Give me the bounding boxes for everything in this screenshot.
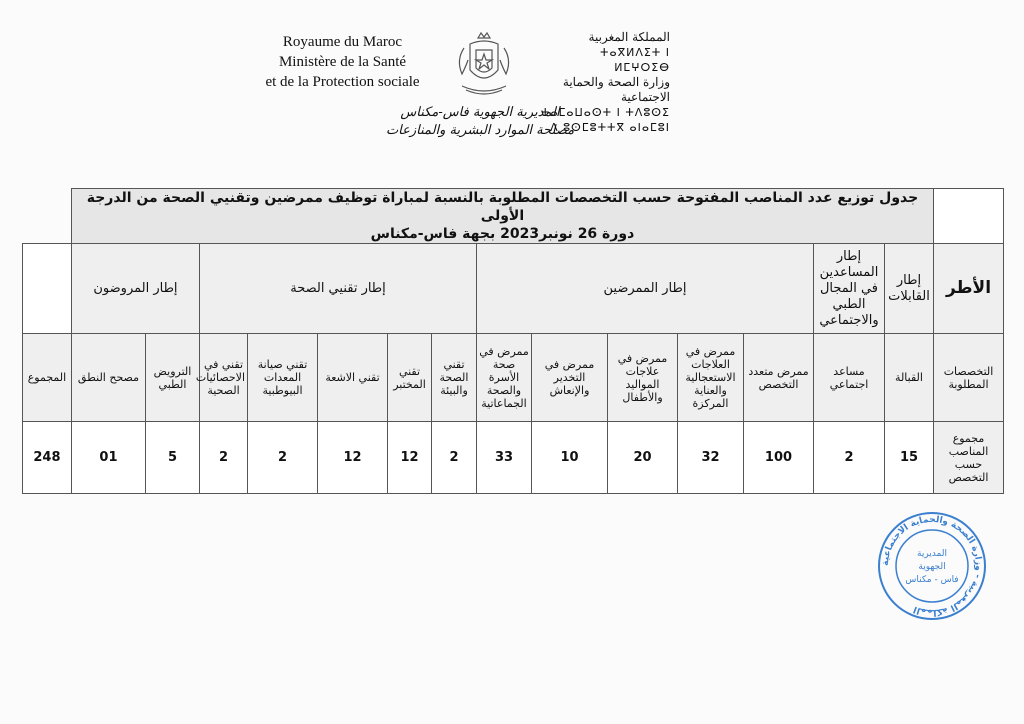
count-cell: 2	[814, 422, 885, 494]
spec-cell: مساعد اجتماعي	[814, 334, 885, 422]
tifinagh-line-1: ⵜⴰⴳⵍⴷⵉⵜ ⵏ ⵍⵎⵖⵔⵉⴱ	[600, 46, 670, 74]
spec-cell: الترويض الطبي	[146, 334, 200, 422]
group-rehab: إطار المروضون	[71, 244, 199, 334]
table-title	[71, 189, 933, 244]
group-technicians: إطار تقنيي الصحة	[200, 244, 477, 334]
count-row-label: مجموع المناصب حسب التخصص	[934, 422, 1004, 494]
count-cell: 20	[608, 422, 678, 494]
tifinagh-line-2: ⵜⴰⵎⴰⵡⴰⵙⵜ ⵏ ⵜⴷⵓⵙⵉ ⴷ ⵓⵙⵎⵓⵜⵜⴳ ⴰⵏⴰⵎⵓⵏ	[541, 106, 670, 134]
official-stamp-icon	[876, 510, 988, 622]
count-cell: 15	[885, 422, 934, 494]
count-cell: 100	[744, 422, 814, 494]
count-cell: 33	[477, 422, 532, 494]
region-line-1: المديرية الجهوية فاس-مكناس	[400, 105, 560, 120]
grand-total: 248	[23, 422, 72, 494]
spec-cell: تقني الصحة والبيئة	[432, 334, 477, 422]
spec-cell: ممرض في صحة الأسرة والصحة الجماعاتية	[477, 334, 532, 422]
count-cell: 10	[532, 422, 608, 494]
region-line-2: مصلحة الموارد البشرية والمنازعات	[385, 123, 575, 138]
spec-cell: ممرض في التخدير والإنعاش	[532, 334, 608, 422]
spec-cell: القبالة	[885, 334, 934, 422]
spec-cell: ممرض في علاجات المواليد والأطفال	[608, 334, 678, 422]
count-cell: 12	[388, 422, 432, 494]
count-cell: 5	[146, 422, 200, 494]
spec-row-label: التخصصات المطلوبة	[934, 334, 1004, 422]
title-line-2: دورة 26 نونبر2023 بجهة فاس-مكناس	[370, 226, 635, 242]
title-line-1: جدول توزيع عدد المناصب المفتوحة حسب التخصصات المطلوبة بالنسبة لمباراة توظيف ممرضين وتقنيي الصحة من الدرجة الأولى	[86, 190, 919, 224]
spec-cell: تقني صيانة المعدات البيوطبية	[248, 334, 318, 422]
corner-label: الأطر	[934, 244, 1004, 334]
group-midwives: إطار القابلات	[885, 244, 934, 334]
count-cell: 2	[200, 422, 248, 494]
spec-cell: تقني في الاحصائيات الصحية	[200, 334, 248, 422]
spec-cell: تقني الاشعة	[318, 334, 388, 422]
count-cell: 2	[248, 422, 318, 494]
spec-cell: ممرض متعدد التخصص	[744, 334, 814, 422]
group-nurses: إطار الممرضين	[477, 244, 814, 334]
count-cell: 01	[71, 422, 145, 494]
total-label: المجموع	[23, 334, 72, 422]
royal-emblem-icon	[452, 30, 516, 102]
spec-cell: ممرض في العلاجات الاستعجالية والعناية المركزة	[678, 334, 744, 422]
stamp-outer-text: المملكة المغربية - وزارة الصحة والحماية الاجتماعية	[880, 514, 984, 618]
group-assistants: إطار المساعدين في المجال الطبي والاجتماعي	[814, 244, 885, 334]
stamp-inner-line: الجهوية	[918, 562, 946, 572]
spec-cell: تقني المختبر	[388, 334, 432, 422]
total-header-empty	[23, 244, 72, 334]
letterhead-french	[245, 32, 440, 92]
fr-line-2: Ministère de la Santé	[278, 54, 407, 70]
stamp-inner-line: المديرية	[917, 549, 947, 559]
count-cell: 12	[318, 422, 388, 494]
ar-line-2: وزارة الصحة والحماية الاجتماعية	[562, 75, 670, 104]
count-cell: 32	[678, 422, 744, 494]
regional-directorate	[360, 104, 600, 140]
fr-line-3: et de la Protection sociale	[265, 74, 420, 90]
stamp-inner-line: فاس - مكناس	[905, 575, 959, 585]
spec-cell: مصحح النطق	[71, 334, 145, 422]
ar-line-1: المملكة المغربية	[588, 30, 670, 44]
positions-table	[22, 188, 1004, 494]
fr-line-1: Royaume du Maroc	[282, 34, 403, 50]
count-cell: 2	[432, 422, 477, 494]
